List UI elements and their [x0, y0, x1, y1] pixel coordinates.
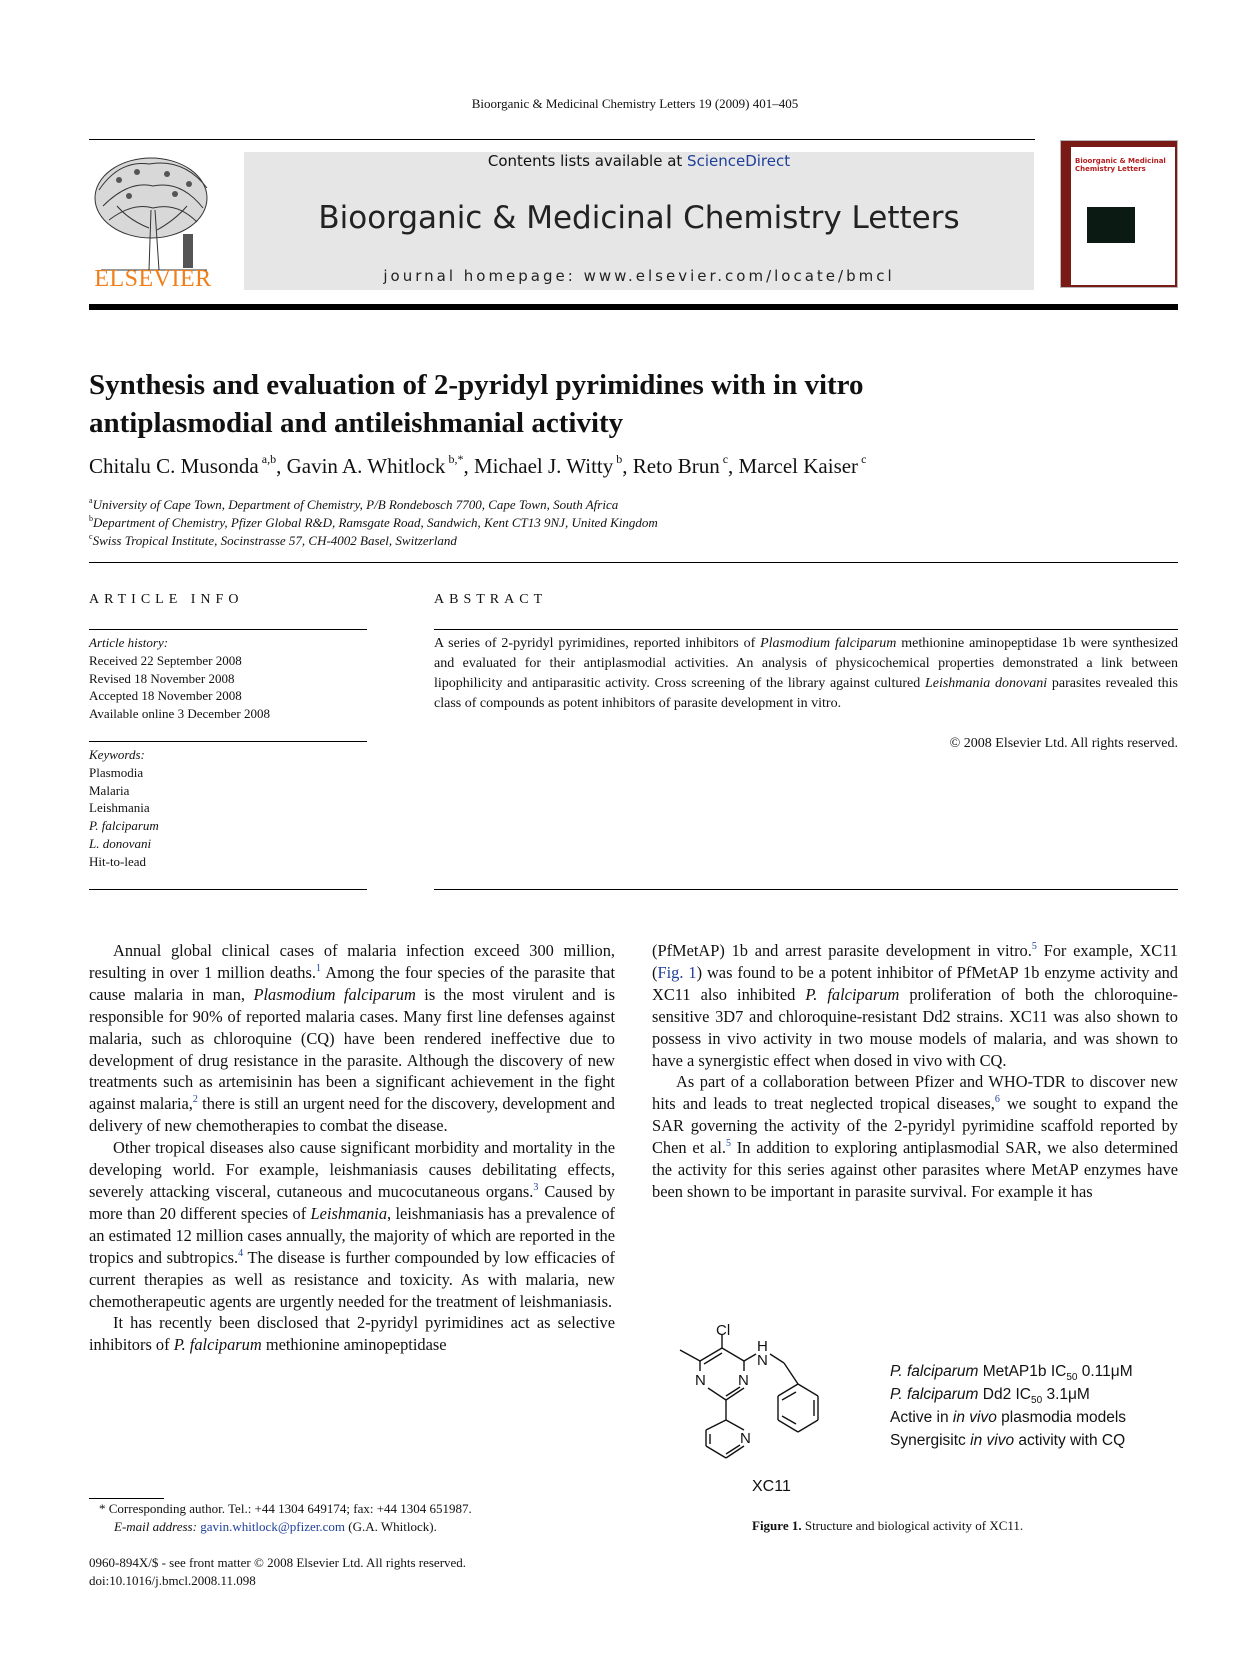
author-name: Gavin A. Whitlock [286, 454, 446, 478]
author-name: Marcel Kaiser [738, 454, 859, 478]
activity-line: P. falciparum MetAP1b $IC_{50}$ 0.11μM [890, 1363, 1133, 1384]
contents-prefix: Contents lists available at [487, 152, 688, 170]
atom-label-n: N [740, 1430, 751, 1447]
reference-link[interactable]: 6 [994, 1094, 1000, 1106]
author-list: Chitalu C. Musonda $^{a,b}$, Gavin A. Whitlock $^{b,*}$, Michael J. Witty $^b$, Reto Brun $^c$, Marcel Kaiser $^c$ [89, 452, 867, 478]
front-matter [89, 1554, 649, 1590]
abstract-bottom-rule [434, 889, 1178, 890]
keyword: Malaria [89, 782, 130, 798]
article-title-line-2: antiplasmodial and antileishmanial activity [89, 407, 624, 439]
activity-line: Active in in vivo plasmodia models [890, 1409, 1127, 1426]
body-right-column [652, 940, 1178, 1203]
footnote-star: * [99, 1501, 106, 1516]
reference-link[interactable]: 5 [1031, 941, 1037, 952]
history-received: Received 22 September 2008 [89, 652, 242, 668]
author-affiliation-mark: b,* [448, 452, 464, 466]
email-link[interactable]: gavin.whitlock@pfizer.com [200, 1519, 346, 1534]
article-info-rule [89, 629, 367, 630]
sciencedirect-link[interactable]: ScienceDirect [687, 152, 791, 170]
atom-label-cl: Cl [716, 1322, 731, 1339]
body-paragraph: It has recently been disclosed that 2-pyridyl pyrimidines act as selective inhibitors of P. falciparum methionine aminopeptidase [89, 1313, 615, 1355]
email-label: E-mail address: [114, 1519, 201, 1534]
article-title-line-1: Synthesis and evaluation of 2-pyridyl pyrimidines with in vitro [89, 369, 864, 401]
atom-label-n: N [738, 1372, 749, 1389]
article-history [89, 634, 369, 723]
compound-label: XC11 [752, 1478, 791, 1495]
reference-link[interactable]: 5 [725, 1138, 731, 1150]
atom-label-n: N [757, 1352, 768, 1369]
figure-caption: Figure 1. Structure and biological activity of XC11. [752, 1518, 1024, 1533]
article-info-heading: ARTICLE INFO [89, 592, 244, 607]
abstract-heading: ABSTRACT [434, 592, 548, 607]
reference-link[interactable]: 4 [238, 1247, 244, 1259]
doi[interactable]: doi:10.1016/j.bmcl.2008.11.098 [89, 1573, 256, 1588]
history-online: Available online 3 December 2008 [89, 706, 270, 722]
affiliation: $^c$Swiss Tropical Institute, Socinstrasse 57, CH-4002 Basel, Switzerland [89, 532, 457, 548]
journal-title: Bioorganic & Medicinal Chemistry Letters [318, 200, 960, 236]
keyword: Leishmania [89, 800, 150, 816]
author-affiliation-mark: b [616, 452, 623, 466]
keywords-rule [89, 741, 367, 742]
cover-image [1087, 207, 1135, 243]
body-paragraph: (PfMetAP) 1b and arrest parasite development in vitro.$^5$ For example, XC11 (Fig. 1) was found to be a potent inhibitor of PfMetAP 1b enzyme activity and XC11 also inhibited P. falciparum proliferation of both the chloroquine-sensitive 3D7 and chloroquine-resistant Dd2 strains. XC11 was also shown to possess in vivo activity in two mouse models of malaria, and was shown to have a synergistic effect when dosed in vivo with CQ. [652, 941, 1178, 1070]
figure-link[interactable]: Fig. 1 [657, 962, 697, 982]
journal-cover-thumbnail [1060, 140, 1178, 288]
header-rule-top [89, 139, 1035, 140]
journal-homepage[interactable]: journal homepage: www.elsevier.com/locate/bmcl [383, 267, 895, 285]
abstract-copyright: © 2008 Elsevier Ltd. All rights reserved. [949, 736, 1178, 751]
figure-1 [660, 1308, 1180, 1508]
author-name: Reto Brun [632, 454, 720, 478]
reference-link[interactable]: 1 [315, 962, 321, 974]
elsevier-wordmark: ELSEVIER [94, 266, 212, 292]
reference-link[interactable]: 2 [192, 1094, 198, 1106]
body-paragraph: Other tropical diseases also cause significant morbidity and mortality in the developing world. For example, leishmaniasis causes debilitating effects, severely attacking visceral, cutaneous and mucocutaneous organs.$^3$ Caused by more than 20 different species of Leishmania, leishmaniasis has a prevalence of an estimated 12 million cases annually, the majority of which are reported in the tropics and subtropics.$^4$ The disease is further compounded by low efficacies of current therapies as well as resistance and toxicity. As with malaria, new chemotherapeutic agents are urgently needed for the treatment of leishmaniasis. [89, 1138, 616, 1311]
body-paragraph: Annual global clinical cases of malaria infection exceed 300 million, resulting in over 1 million deaths.$^1$ Among the four species of the parasite that cause malaria in man, Plasmodium falciparum is the most virulent and is responsible for 90% of reported malaria cases. Many first line defenses against malaria, such as chloroquine (CQ) have been rendered ineffective due to development of drug resistance in the parasite. Although the discovery of new treatments such as artemisinin has been a significant achievement in the fight against malaria,$^2$ there is still an urgent need for the discovery, development and delivery of new chemotherapies to combat the disease. [89, 941, 616, 1136]
front-matter-line: 0960-894X/$ - see front matter © 2008 Elsevier Ltd. All rights reserved. [89, 1555, 467, 1570]
cover-title: Bioorganic & Medicinal Chemistry Letters [1075, 157, 1166, 173]
article-history-label: Article history: [89, 635, 169, 650]
affiliation: $^a$University of Cape Town, Department of Chemistry, P/B Rondebosch 7700, Cape Town, South Africa [89, 496, 619, 512]
body-paragraph: As part of a collaboration between Pfizer and WHO-TDR to discover new hits and leads to treat neglected tropical diseases,$^6$ we sought to expand the SAR governing the activity of the 2-pyridyl pyrimidine scaffold reported by Chen et al.$^5$ In addition to exploring antiplasmodial SAR, we also determined the activity for this series against other parasites where MetAP enzymes have been shown to be important in parasite survival. For example it has [652, 1072, 1178, 1201]
activity-line: Synergisitc in vivo activity with CQ [890, 1432, 1126, 1449]
keywords-list [89, 746, 369, 871]
author-affiliation-mark: a,b [261, 452, 277, 466]
keyword: Hit-to-lead [89, 853, 147, 869]
author-name: Michael J. Witty [473, 454, 614, 478]
history-accepted: Accepted 18 November 2008 [89, 688, 242, 704]
affiliation-rule [89, 562, 1178, 563]
article-title [89, 366, 1089, 442]
keyword: L. donovani [89, 835, 152, 851]
abstract-rule [434, 629, 1178, 630]
author-name: Chitalu C. Musonda [89, 454, 259, 478]
keyword: P. falciparum [89, 818, 159, 834]
reference-link[interactable]: 3 [533, 1181, 539, 1193]
atom-label-n: N [695, 1372, 706, 1389]
author-affiliation-mark: c [722, 452, 729, 466]
history-revised: Revised 18 November 2008 [89, 670, 235, 686]
header-rule-thick [89, 304, 1178, 310]
corresponding-author-footnote: * Corresponding author. Tel.: +44 1304 649174; fax: +44 1304 651987. E-mail address: gavin.whitlock@pfizer.com (G.A. Whitlock). [99, 1501, 472, 1534]
figure-caption-label: Figure 1. [752, 1518, 802, 1533]
author-affiliation-mark: c [861, 452, 867, 466]
journal-banner [244, 152, 1034, 290]
cover-page [1071, 147, 1175, 285]
atom-label-h: H [757, 1338, 768, 1355]
activity-line: P. falciparum Dd2 $IC_{50}$ 3.1μM [890, 1386, 1090, 1407]
abstract-text: A series of 2-pyridyl pyrimidines, reported inhibitors of Plasmodium falciparum methionine aminopeptidase 1b were synthesized and evaluated for their antiplasmodial activities. An analysis of physicochemical properties demonstrated a link between lipophilicity and antiparasitic activity. Cross screening of the library against cultured Leishmania donovani parasites revealed this class of compounds as potent inhibitors of parasite development in vitro. [434, 636, 1178, 711]
contents-available-line [244, 152, 1034, 170]
body-left-column [89, 940, 615, 1356]
footnote-rule [89, 1498, 164, 1499]
article-info-bottom-rule [89, 889, 367, 890]
keyword: Plasmodia [89, 764, 144, 780]
keywords-label: Keywords: [89, 747, 145, 762]
affiliation: $^b$Department of Chemistry, Pfizer Global R&D, Ramsgate Road, Sandwich, Kent CT13 9NJ, United Kingdom [89, 514, 658, 530]
journal-reference: Bioorganic & Medicinal Chemistry Letters 19 (2009) 401–405 [471, 96, 799, 111]
